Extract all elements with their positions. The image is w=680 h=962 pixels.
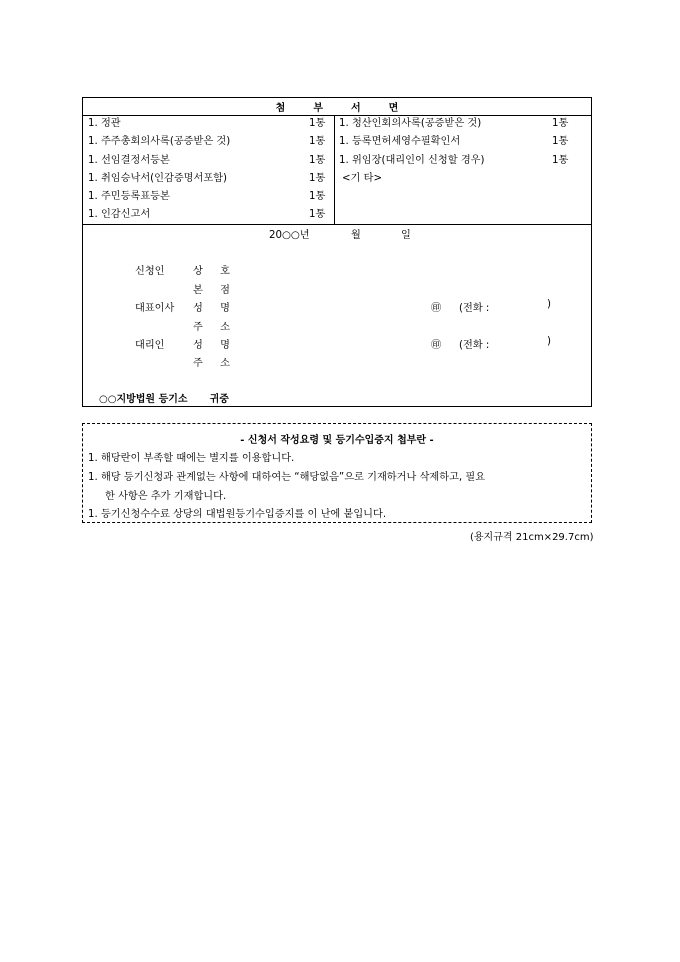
other-attachments-label: <기 타> [342, 172, 382, 184]
title-char: 첨 [275, 103, 286, 114]
court-suffix: 귀중 [209, 394, 229, 405]
attachments-left-column [83, 115, 335, 224]
agent-address-label: 주 소 [193, 358, 230, 369]
head-office-label: 본 점 [193, 285, 230, 296]
attachment-item: 1. 인감신고서 [88, 209, 151, 221]
phone-label: (전화 : [459, 303, 490, 314]
attachments-title [83, 98, 591, 116]
agent-label: 대리인 [135, 340, 165, 351]
attachment-item: 1. 청산인회의사록(공증받은 것) [339, 118, 482, 129]
note-line: 1. 해당란이 부족할 때에는 별지를 이용합니다. [88, 453, 295, 464]
attachment-row [83, 115, 334, 133]
attachment-count: 1통 [309, 191, 326, 203]
applicant-label: 신청인 [135, 266, 165, 277]
title-char: 면 [388, 103, 399, 114]
note-line: 1. 해당 등기신청과 관계없는 사항에 대하여는 “해당없음”으로 기재하거나 삭제하고, 필요 [88, 472, 486, 483]
registration-form [82, 97, 592, 407]
date-year: 20○○년 [269, 230, 310, 241]
court-addressee [99, 390, 229, 405]
notes-title: - 신청서 작성요령 및 등기수입증지 첩부란 - [240, 435, 434, 446]
attachment-count: 1통 [309, 136, 326, 148]
attachment-count: 1통 [309, 172, 326, 184]
attachment-row [83, 133, 334, 151]
attachment-row [334, 133, 591, 151]
notes-box [82, 423, 592, 523]
attachment-item: 1. 주민등록표등본 [88, 191, 170, 203]
attachment-item: 1. 정관 [88, 118, 121, 129]
attachment-item: 1. 등록면허세영수필확인서 [339, 136, 461, 148]
date-day: 일 [401, 230, 411, 241]
attachment-row [83, 152, 334, 170]
court-name: ○○지방법원 등기소 [99, 394, 188, 405]
attachment-row [83, 188, 334, 206]
title-char: 서 [351, 103, 361, 114]
phone-close: ) [547, 299, 551, 310]
attachment-item: 1. 취임승낙서(인감증명서포함) [88, 172, 227, 184]
attachment-row [334, 170, 591, 188]
seal-mark: ㊞ [431, 303, 442, 314]
title-char: 부 [313, 103, 323, 114]
attachment-count: 1통 [552, 154, 569, 166]
trade-name-label: 상 호 [193, 266, 230, 277]
date-month: 월 [351, 230, 361, 241]
phone-close: ) [547, 336, 551, 347]
section-divider [83, 224, 591, 225]
attachment-count: 1통 [309, 209, 326, 221]
attachment-count: 1통 [552, 118, 569, 129]
attachment-row [334, 115, 591, 133]
note-line: 1. 등기신청수수료 상당의 대법원등기수입증지를 이 난에 붙입니다. [88, 509, 387, 520]
rep-address-label: 주 소 [193, 322, 230, 333]
attachment-item: 1. 선임결정서등본 [88, 154, 170, 166]
seal-mark: ㊞ [431, 340, 442, 351]
attachment-item: 1. 주주총회의사록(공증받은 것) [88, 136, 231, 148]
attachment-row [83, 206, 334, 224]
attachment-row [334, 152, 591, 170]
agent-name-label: 성 명 [193, 340, 230, 351]
representative-label: 대표이사 [135, 303, 175, 314]
rep-name-label: 성 명 [193, 303, 230, 314]
attachment-count: 1통 [309, 118, 326, 129]
attachment-count: 1통 [309, 154, 326, 166]
note-line: 한 사항은 추가 기재합니다. [105, 491, 227, 502]
paper-size-note: (용지규격 21cm×29.7cm) [470, 532, 594, 543]
attachments-right-column [334, 115, 591, 224]
phone-label: (전화 : [459, 340, 490, 351]
attachment-item: 1. 위임장(대리인이 신청할 경우) [339, 154, 485, 166]
attachment-row [83, 170, 334, 188]
attachment-count: 1통 [552, 136, 569, 148]
